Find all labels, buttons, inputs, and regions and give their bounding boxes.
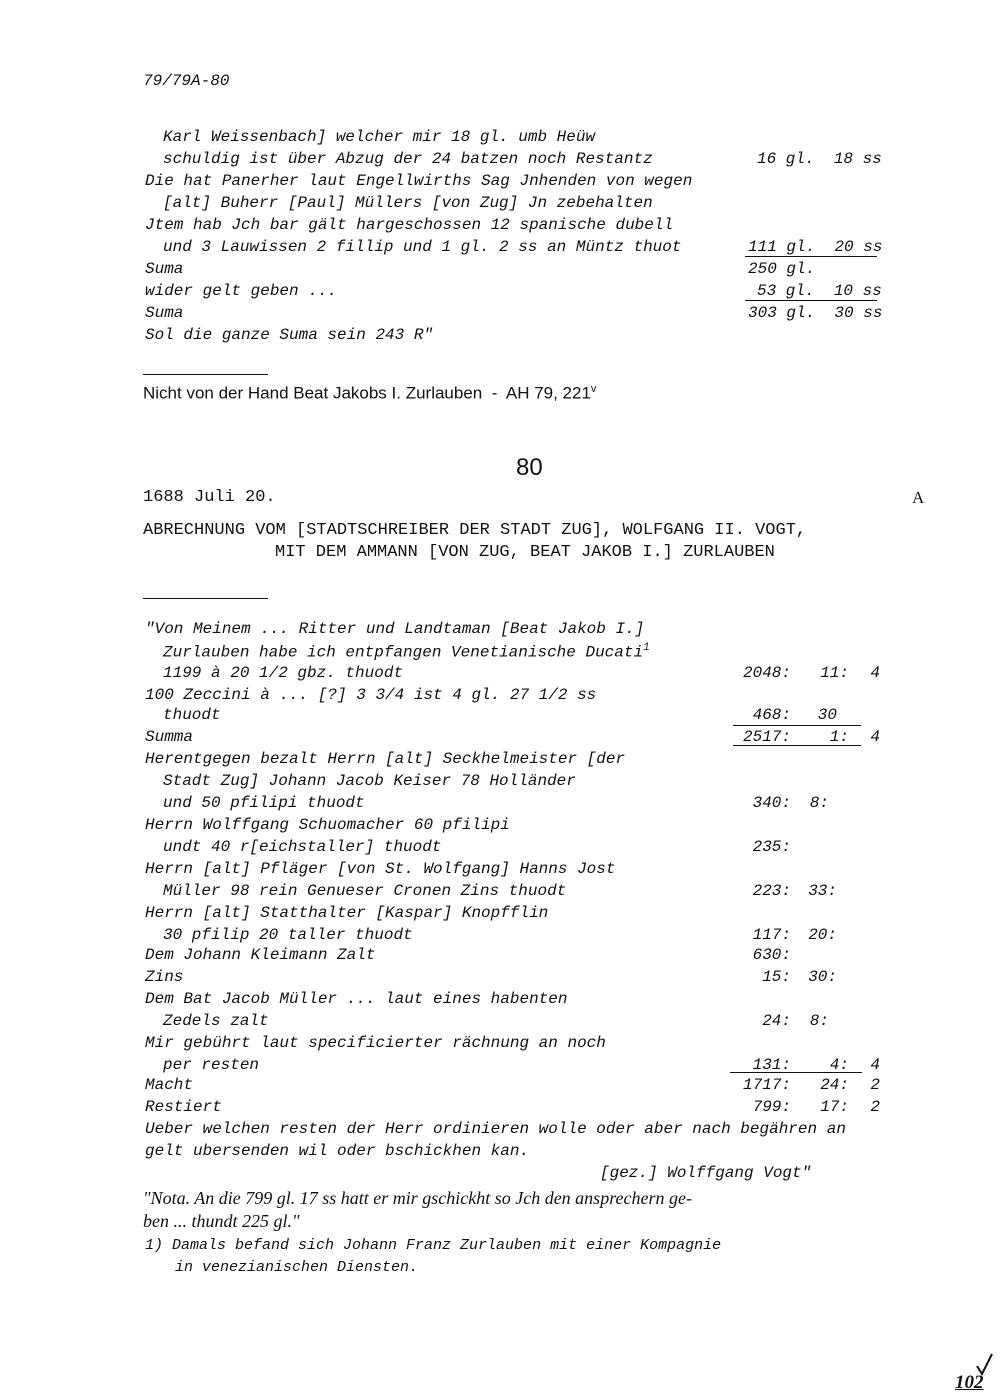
account-line: Müller 98 rein Genueser Cronen Zins thuodt 223: 33: [163, 882, 837, 900]
prev-line-6: und 3 Lauwissen 2 fillip und 1 gl. 2 ss an Müntz thuot 111 gl. 20 ss [163, 238, 883, 256]
account-line: 1199 à 20 1/2 gbz. thuodt 2048: 11: 4 [163, 664, 880, 682]
account-line: Dem Johann Kleimann Zalt 630: [145, 946, 791, 964]
signature: [gez.] Wolffgang Vogt" [600, 1164, 812, 1182]
account-line: 30 pfilip 20 taller thuodt 117: 20: [163, 926, 837, 944]
account-line: Herrn [alt] Statthalter [Kaspar] Knopfflin [145, 904, 549, 922]
prev-line-9: Suma 303 gl. 30 ss [145, 304, 883, 322]
account-line: Ueber welchen resten der Herr ordinieren wolle oder aber nach begähren an [145, 1120, 846, 1138]
account-line: Zins 15: 30: [145, 968, 837, 986]
prev-line-7: Suma 250 gl. [145, 260, 816, 278]
account-line: Macht 1717: 24: 2 [145, 1076, 880, 1094]
prev-amount: 111 gl. 20 ss [748, 238, 883, 256]
prev-amount: 250 gl. [748, 260, 816, 278]
account-line: undt 40 r[eichstaller] thuodt 235: [163, 838, 791, 856]
account-line: Summa 2517: 1: 4 [145, 728, 880, 746]
account-line: Mir gebührt laut specificierter rächnung an noch [145, 1034, 606, 1052]
account-line: Herrn Wolffgang Schuomacher 60 pfilipi [145, 816, 510, 834]
prev-amount: 16 gl. 18 ss [757, 150, 882, 168]
sum-rule [745, 300, 877, 301]
footnote-line2: in venezianischen Diensten. [175, 1259, 419, 1276]
account-line: Dem Bat Jacob Müller ... laut eines habenten [145, 990, 568, 1008]
prev-line-8: wider gelt geben ... 53 gl. 10 ss [145, 282, 882, 300]
document-date: 1688 Juli 20. [143, 488, 276, 507]
account-line: und 50 pfilipi thuodt 340: 8: [163, 794, 829, 812]
footnote-line1: 1) Damals befand sich Johann Franz Zurlauben mit einer Kompagnie [145, 1237, 722, 1254]
prev-line-4: [alt] Buherr [Paul] Müllers [von Zug] Jn zebehalten [163, 194, 653, 212]
account-line: "Von Meinem ... Ritter und Landtaman [Beat Jakob I.] [145, 620, 645, 638]
account-line: Herrn [alt] Pfläger [von St. Wolfgang] Hanns Jost [145, 860, 616, 878]
nota-line1: "Nota. An die 799 gl. 17 ss hatt er mir gschickht so Jch den ansprechern ge- [143, 1188, 692, 1208]
separator-rule [143, 598, 268, 599]
separator-rule [143, 374, 268, 375]
account-line: Zedels zalt 24: 8: [163, 1012, 829, 1030]
prev-line-5: Jtem hab Jch bar gält hargeschossen 12 spanische dubell [145, 216, 674, 234]
account-line: per resten 131: 4: 4 [163, 1056, 880, 1074]
nota-line2: ben ... thundt 225 gl." [143, 1211, 300, 1231]
account-line: thuodt 468: 30 [163, 706, 837, 724]
document-title-line2: MIT DEM AMMANN [VON ZUG, BEAT JAKOB I.] ZURLAUBEN [275, 543, 775, 562]
prev-line-3: Die hat Panerher laut Engellwirths Sag Jnhenden von wegen [145, 172, 693, 190]
account-line: Stadt Zug] Johann Jacob Keiser 78 Holländer [163, 772, 576, 790]
account-line: Zurlauben habe ich entpfangen Venetianische Ducati$^1$ [163, 642, 650, 662]
prev-amount: 53 gl. 10 ss [757, 282, 882, 300]
document-number: 80 [516, 454, 543, 481]
prev-amount: 303 gl. 30 ss [748, 304, 883, 322]
sum-rule [745, 256, 877, 257]
prev-line-1: Karl Weissenbach] welcher mir 18 gl. umb Heüw [163, 128, 596, 146]
prev-line-2: schuldig ist über Abzug der 24 batzen noch Restantz 16 gl. 18 ss [163, 150, 882, 168]
previous-document-tail [0, 0, 1000, 420]
page-reference: 79/79A-80 [143, 72, 230, 90]
source-note: Nicht von der Hand Beat Jakobs I. Zurlauben - AH 79, 221$^v$ [143, 383, 597, 403]
account-line: Restiert 799: 17: 2 [145, 1098, 880, 1116]
account-line: 100 Zeccini à ... [?] 3 3/4 ist 4 gl. 27 1/2 ss [145, 686, 597, 704]
page-stamp: 102 [955, 1372, 984, 1393]
sum-rule [733, 745, 861, 746]
document-title-line1: ABRECHNUNG VOM [STADTSCHREIBER DER STADT ZUG], WOLFGANG II. VOGT, [143, 521, 807, 540]
sum-rule [733, 725, 861, 726]
prev-line-10: Sol die ganze Suma sein 243 R" [145, 326, 434, 344]
document-letter: A [912, 488, 925, 507]
sum-rule [730, 1072, 862, 1073]
account-line: gelt ubersenden wil oder bschickhen kan. [145, 1142, 530, 1160]
account-line: Herentgegen bezalt Herrn [alt] Seckhelmeister [der [145, 750, 626, 768]
